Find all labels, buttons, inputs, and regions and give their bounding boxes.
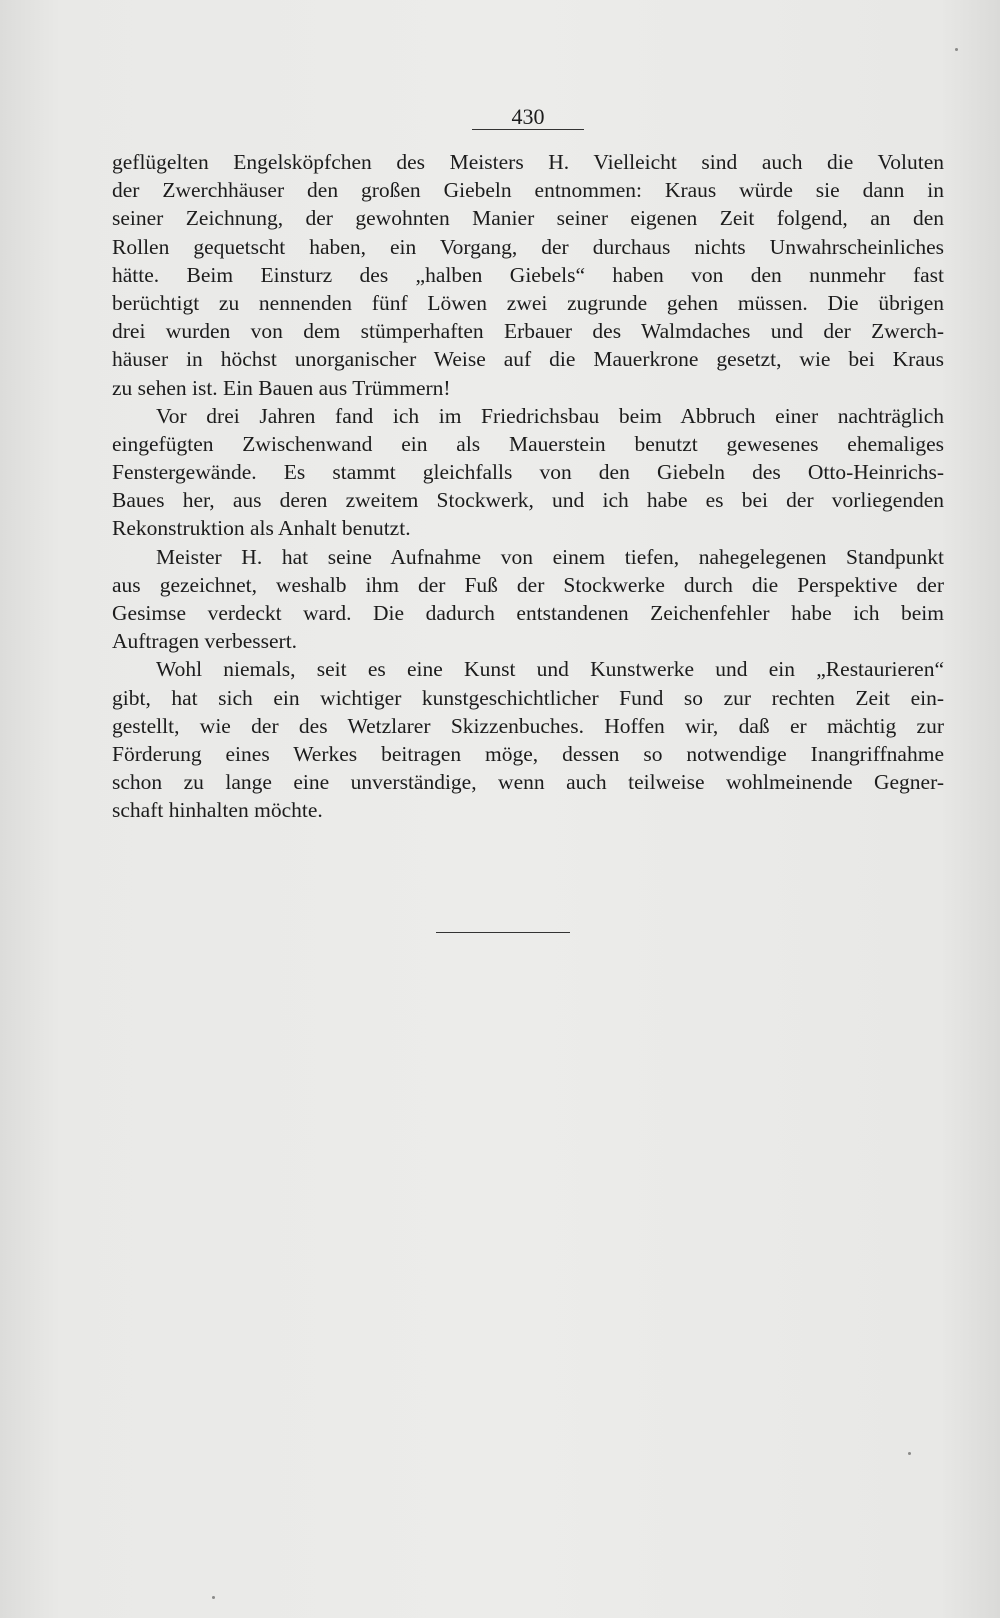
end-rule	[436, 932, 570, 933]
text-line: gibt, hat sich ein wichtiger kunstgeschichtlicher Fund so zur rechten Zeit ein-	[112, 685, 944, 710]
text-line: Vor drei Jahren fand ich im Friedrichsbau beim Abbruch einer nachträglich	[156, 403, 944, 428]
text-line: seiner Zeichnung, der gewohnten Manier seiner eigenen Zeit folgend, an den	[112, 206, 944, 231]
text-line: schon zu lange eine unverständige, wenn auch teilweise wohlmeinende Gegner-	[112, 770, 944, 795]
text-line: Meister H. hat seine Aufnahme von einem tiefen, nahegelegenen Standpunkt	[156, 544, 944, 569]
text-line: Wohl niemals, seit es eine Kunst und Kunstwerke und ein „Restaurieren“	[156, 657, 944, 682]
paper-speck	[908, 1452, 911, 1455]
text-line: gestellt, wie der des Wetzlarer Skizzenbuches. Hoffen wir, daß er mächtig zur	[112, 713, 944, 738]
body-text	[112, 148, 944, 825]
text-line: häuser in höchst unorganischer Weise auf die Mauerkrone gesetzt, wie bei Kraus	[112, 347, 944, 372]
text-line: eingefügten Zwischenwand ein als Mauerstein benutzt gewesenes ehemaliges	[112, 431, 944, 456]
text-line: Baues her, aus deren zweitem Stockwerk, und ich habe es bei der vorliegenden	[112, 488, 944, 513]
page-number: 430	[511, 104, 545, 129]
text-line: Gesimse verdeckt ward. Die dadurch entstandenen Zeichenfehler habe ich beim	[112, 601, 944, 625]
text-line: schaft hinhalten möchte.	[112, 798, 323, 823]
text-line: Fenstergewände. Es stammt gleichfalls von den Giebeln des Otto-Heinrichs-	[112, 460, 944, 485]
paragraph	[112, 402, 944, 543]
text-line: Auftragen verbessert.	[112, 629, 298, 654]
page-number-rule	[472, 129, 584, 130]
text-line: zu sehen ist. Ein Bauen aus Trümmern!	[112, 375, 451, 400]
paragraph	[112, 655, 944, 824]
paper-speck	[212, 1596, 215, 1599]
text-line: berüchtigt zu nennenden fünf Löwen zwei zugrunde gehen müssen. Die übrigen	[112, 290, 944, 315]
text-line: der Zwerchhäuser den großen Giebeln entnommen: Kraus würde sie dann in	[112, 178, 944, 203]
paragraph	[112, 543, 944, 656]
text-line: hätte. Beim Einsturz des „halben Giebels“ haben von den nunmehr fast	[112, 262, 944, 287]
text-line: Rollen gequetscht haben, ein Vorgang, der durchaus nichts Unwahrscheinliches	[112, 234, 944, 259]
text-line: geflügelten Engelsköpfchen des Meisters H. Vielleicht sind auch die Voluten	[112, 150, 944, 174]
text-line: Förderung eines Werkes beitragen möge, dessen so notwendige Inangriffnahme	[112, 741, 944, 766]
text-line: drei wurden von dem stümperhaften Erbauer des Walmdaches und der Zwerch-	[112, 319, 944, 344]
text-line: Rekonstruktion als Anhalt benutzt.	[112, 516, 411, 541]
text-line: aus gezeichnet, weshalb ihm der Fuß der Stockwerke durch die Perspektive der	[112, 572, 944, 597]
paragraph	[112, 148, 944, 402]
paper-speck	[955, 48, 958, 51]
